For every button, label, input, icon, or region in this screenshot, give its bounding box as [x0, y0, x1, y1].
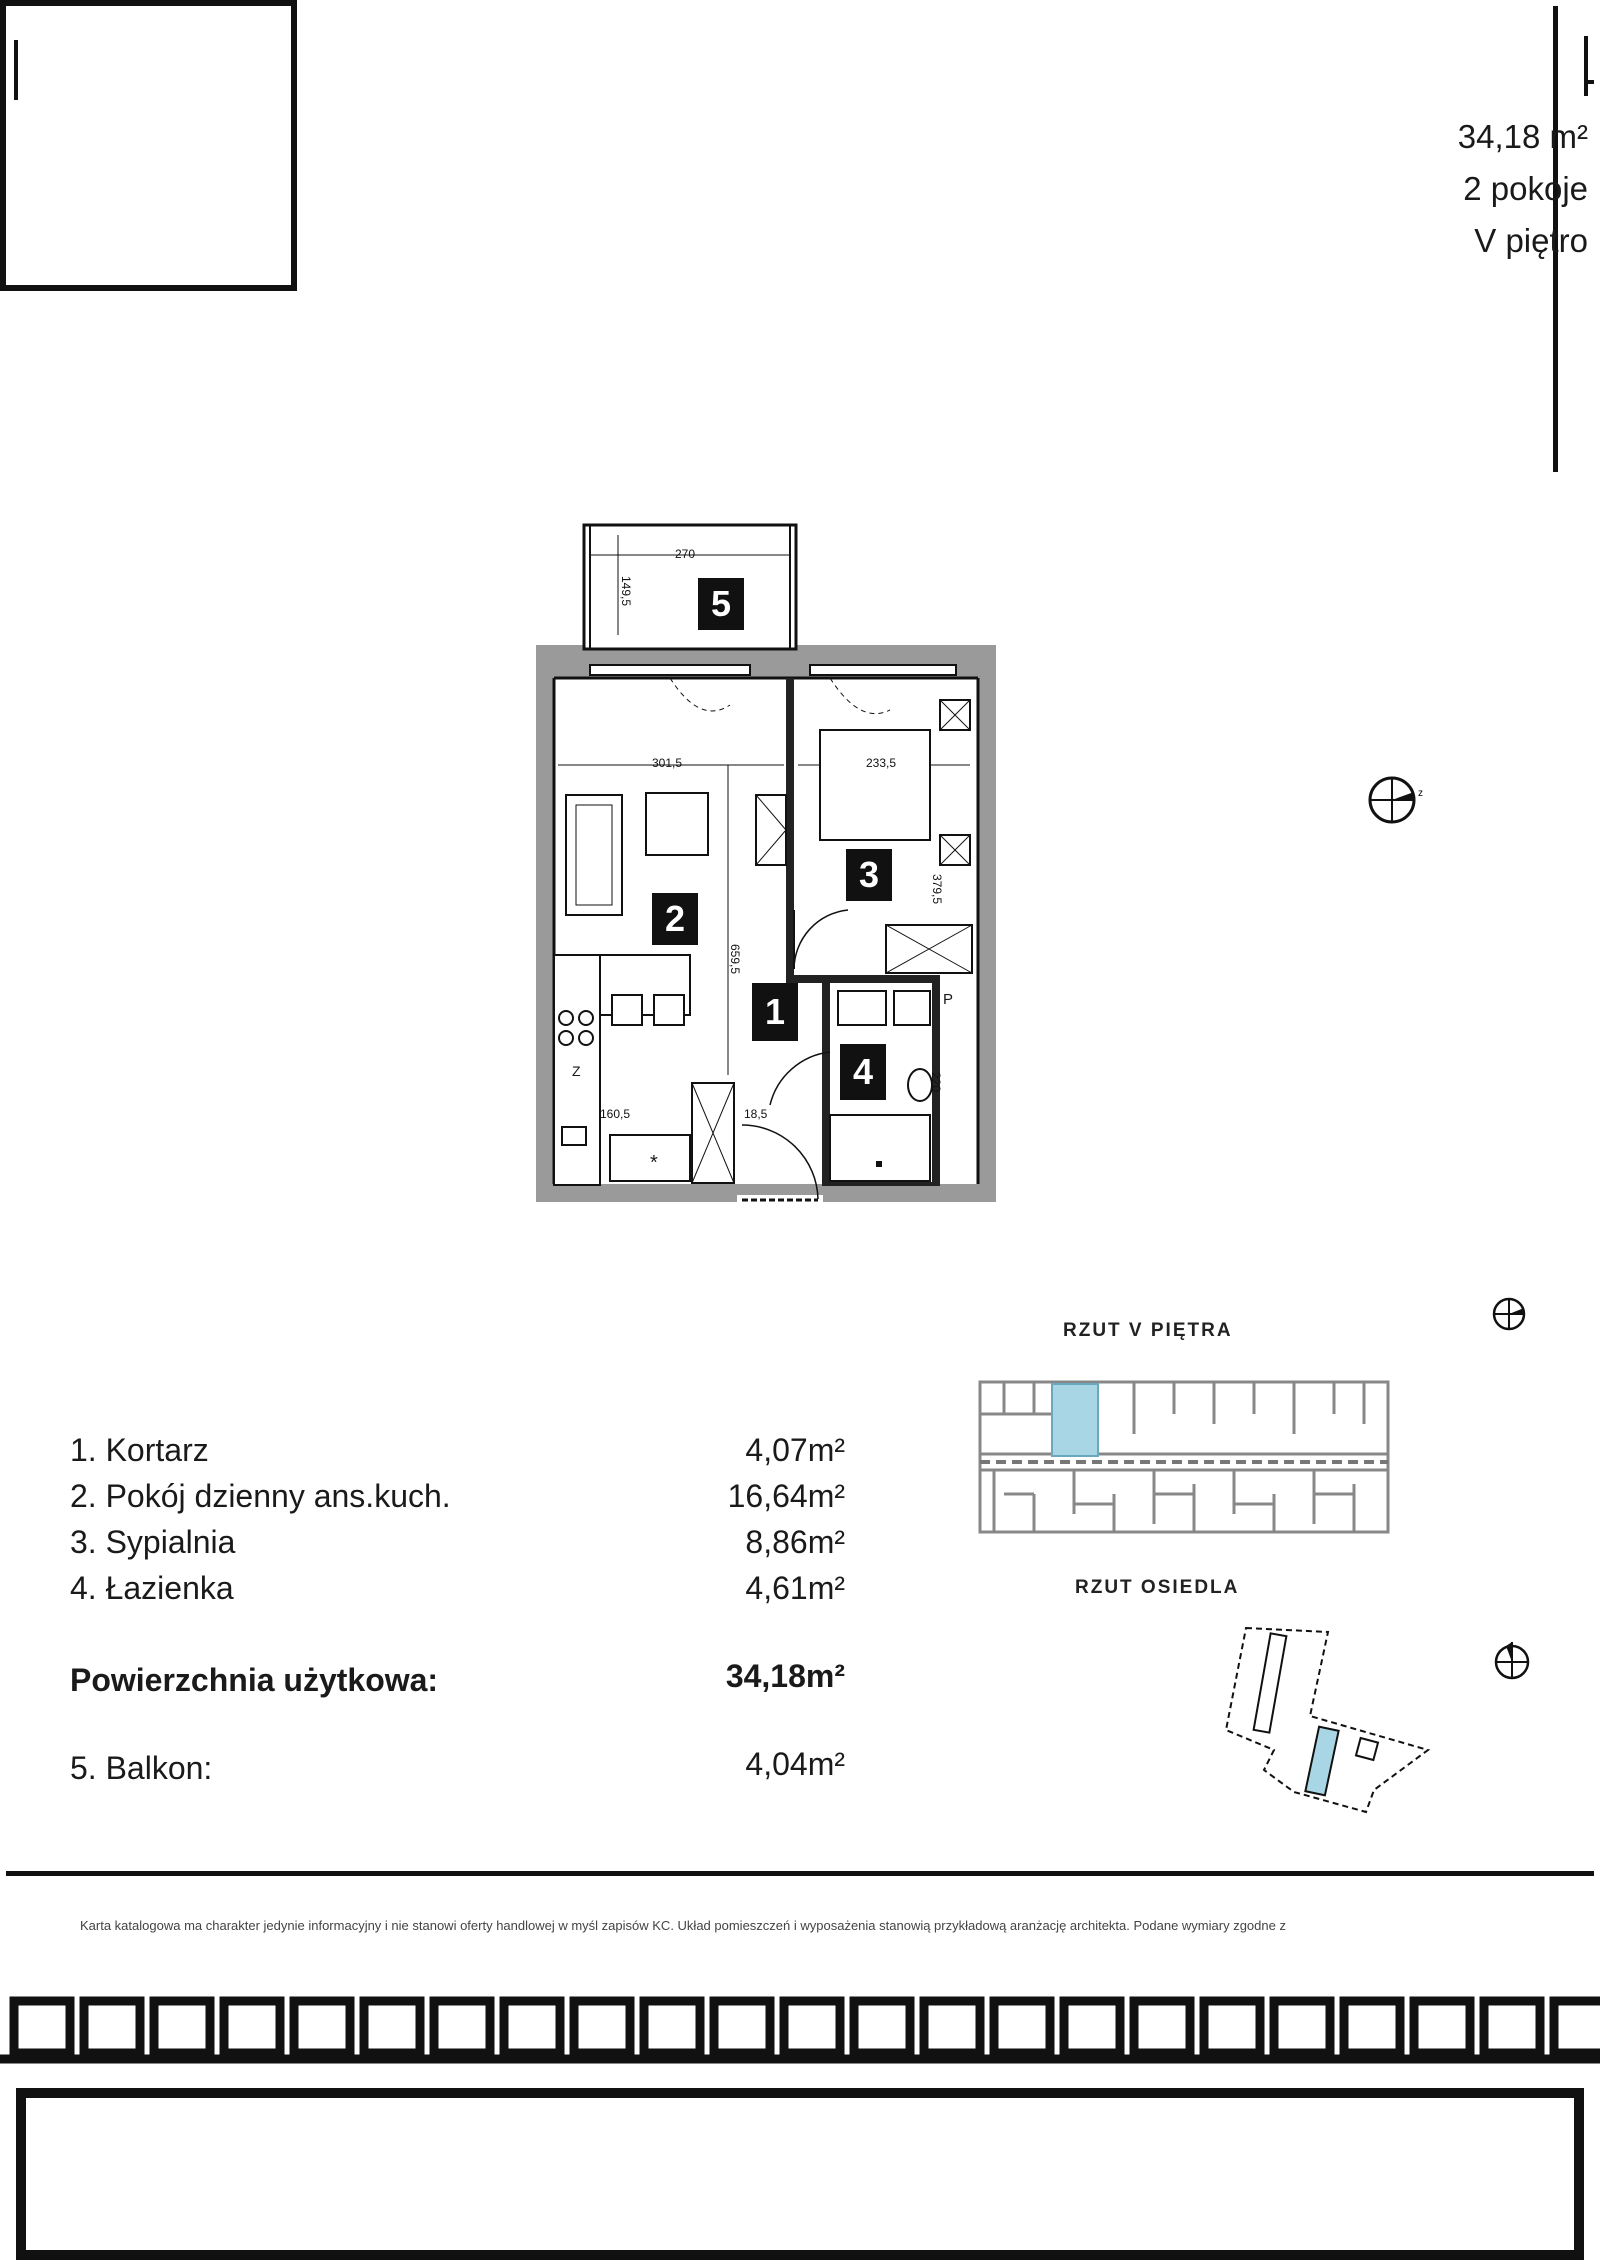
unit-floor: V piętro [1474, 222, 1588, 259]
armchair [646, 793, 708, 855]
frieze-link [784, 2001, 840, 2053]
floor-plan [530, 515, 1000, 1205]
estate-building-highlight [1305, 1727, 1338, 1796]
area-row-value: 4,61m² [745, 1570, 845, 1606]
wall-bath-south [822, 1182, 940, 1186]
room-number-5: 5 [698, 578, 744, 630]
footer-box [16, 2088, 1584, 2260]
unit-area: 34,18 m² [1457, 118, 1588, 155]
balcony-outline [584, 525, 796, 649]
sofa-seat [576, 805, 612, 905]
frieze-link [1484, 2001, 1540, 2053]
frieze-link [154, 2001, 210, 2053]
frieze-link [1134, 2001, 1190, 2053]
floor-key-map [974, 1374, 1394, 1544]
area-row-label: 3. Sypialnia [70, 1524, 236, 1560]
estate-building-1 [1254, 1633, 1287, 1732]
unit-rooms: 2 pokoje [1463, 170, 1588, 207]
dim-hall-length: 659,5 [728, 943, 743, 975]
estate-plan-caption: RZUT OSIEDLA [1075, 1577, 1240, 1598]
area-row-value: 16,64m² [727, 1478, 845, 1514]
frieze-link [714, 2001, 770, 2053]
frieze-link [1344, 2001, 1400, 2053]
decorative-frieze [0, 1993, 1600, 2073]
room-number-2: 2 [652, 893, 698, 945]
bath-shower [830, 1115, 930, 1181]
floor-key-outline [980, 1382, 1388, 1532]
frieze-link [1414, 2001, 1470, 2053]
dim-balcony-depth: 149,5 [619, 575, 634, 607]
room-number-1: 1 [752, 983, 798, 1041]
frieze-link [294, 2001, 350, 2053]
dim-balcony-width: 270 [675, 547, 696, 561]
window-bedroom [810, 665, 956, 675]
dim-living-width: 301,5 [652, 756, 683, 770]
bath-washer [894, 991, 930, 1025]
compass-icon [1492, 1638, 1532, 1682]
dim-bedroom-width: 233,5 [866, 756, 897, 770]
dining-chair-1 [612, 995, 642, 1025]
wall-bedroom-south [786, 975, 932, 983]
bed [820, 730, 930, 840]
wall-bath-west [822, 983, 830, 1183]
svg-text:z: z [1418, 788, 1423, 799]
frieze-link [1064, 2001, 1120, 2053]
window-living [590, 665, 750, 675]
compass-icon [1364, 774, 1428, 826]
room-number-3: 3 [846, 849, 892, 901]
estate-key-map [1218, 1620, 1438, 1820]
area-row-label: 1. Kortarz [70, 1432, 209, 1468]
estate-building-2 [1356, 1738, 1378, 1760]
frieze-link [574, 2001, 630, 2053]
hall-cabinet [756, 795, 786, 865]
area-row-value: 8,86m² [745, 1524, 845, 1560]
balcony-area-label: 5. Balkon: [70, 1750, 213, 1786]
dim-bath-depth: 220 [929, 1071, 944, 1093]
dining-chair-2 [654, 995, 684, 1025]
disclaimer-text: Karta katalogowa ma charakter jedynie informacyjny i nie stanowi oferty handlowej w myśl zapisów KC. Układ pomieszczeń i wyposażenia stanowią przykładową aranżację architekta. Podane wymiary zgodne z [80, 1918, 1286, 1933]
dim-kitchen-counter: 160,5 [600, 1107, 631, 1121]
frieze-link [434, 2001, 490, 2053]
total-area-label: Powierzchnia użytkowa: [70, 1662, 439, 1698]
label-star: * [650, 1152, 658, 1174]
frieze-link [84, 2001, 140, 2053]
frieze-link [994, 2001, 1050, 2053]
dim-bedroom-depth: 379,5 [930, 873, 945, 905]
box-mark-right-tick [1586, 80, 1594, 84]
area-row-label: 2. Pokój dzienny ans.kuch. [70, 1478, 451, 1514]
kitchen-sink [562, 1127, 586, 1145]
area-row-label: 4. Łazienka [70, 1570, 234, 1606]
floor-key-highlight [1052, 1384, 1098, 1456]
area-row-value: 4,07m² [745, 1432, 845, 1468]
total-area-value: 34,18m² [725, 1658, 845, 1694]
frieze-link [224, 2001, 280, 2053]
label-p: P [943, 991, 954, 1008]
bath-washbasin [838, 991, 886, 1025]
frieze-link [504, 2001, 560, 2053]
frieze-link [854, 2001, 910, 2053]
floor-plan-caption: RZUT V PIĘTRA [1063, 1320, 1233, 1341]
wall-bedroom-west [786, 678, 794, 983]
label-z: Z [572, 1063, 581, 1079]
frieze-link [364, 2001, 420, 2053]
frieze-link [644, 2001, 700, 2053]
compass-icon [1491, 1295, 1537, 1333]
frieze-link [1204, 2001, 1260, 2053]
frieze-link [14, 2001, 70, 2053]
balcony-area-value: 4,04m² [745, 1746, 845, 1782]
shower-drain [876, 1161, 882, 1167]
dim-hall-width: 18,5 [744, 1107, 768, 1121]
unit-summary-box [0, 0, 1588, 291]
box-mark-right [1584, 36, 1588, 96]
footer-rule [6, 1871, 1594, 1876]
frieze-link [924, 2001, 980, 2053]
room-number-4: 4 [840, 1044, 886, 1100]
box-mark-left [14, 40, 18, 100]
frieze-link [1554, 2001, 1600, 2053]
frieze-link [1274, 2001, 1330, 2053]
